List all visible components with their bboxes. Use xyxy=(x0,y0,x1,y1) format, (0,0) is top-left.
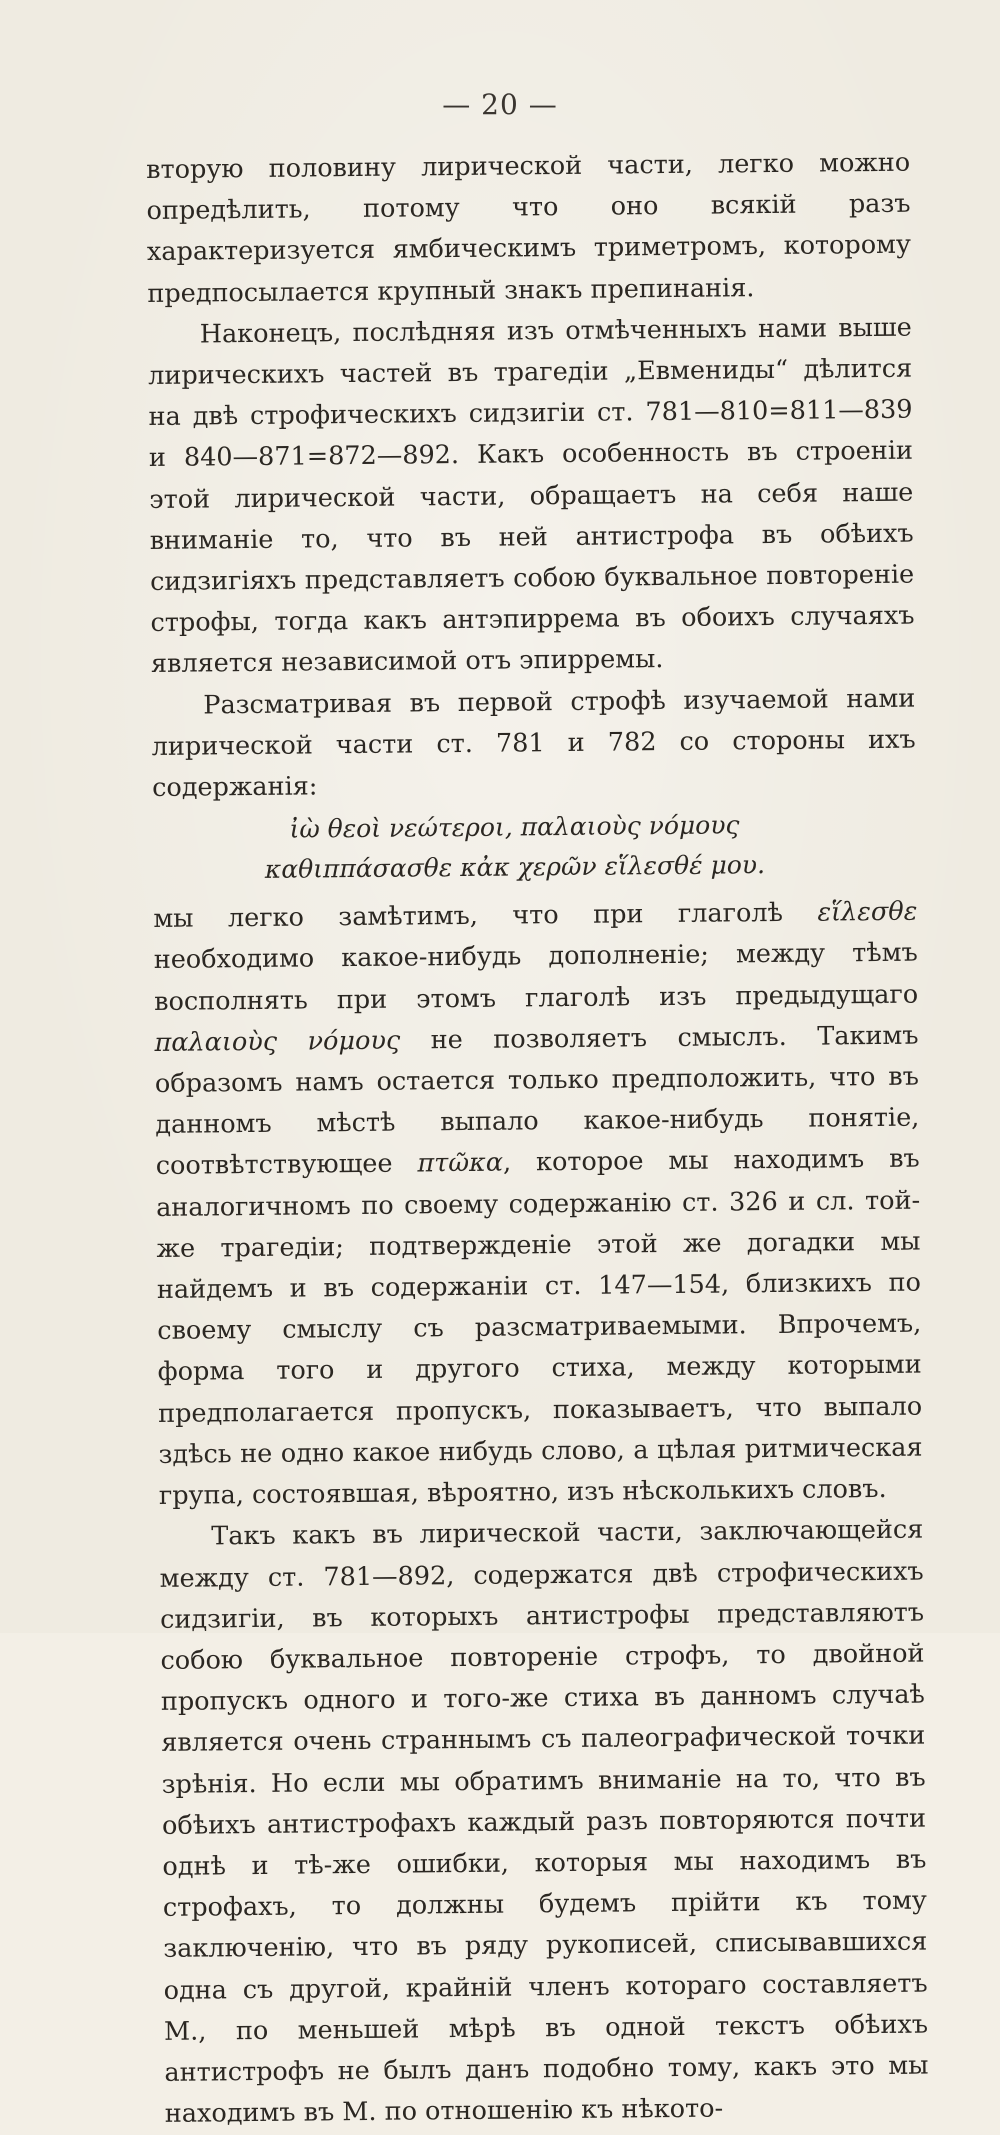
text-segment: Такъ какъ въ лирической части, заключающейся между ст. 781—892, содержатся двѣ строфическихъ сидзигіи, въ которыхъ антистрофы представляютъ собою буквальное повтореніе строфъ, то двойной пропускъ одного и того-же стиха въ данномъ случаѣ является очень страннымъ съ палеографической точки зрѣнія. Но если мы обратимъ вниманіе на то, что въ обѣихъ антистрофахъ каждый разъ повторяются почти однѣ и тѣ-же ошибки, которыя мы находимъ въ строфахъ, то должны будемъ прійти къ тому заключенію, что въ ряду рукописей, списывавшихся одна съ другой, крайній членъ котораго составляетъ М., по меньшей мѣрѣ въ одной текстъ обѣихъ антистрофъ не былъ данъ подобно тому, какъ это мы находимъ въ М. по отношенію къ нѣкото- xyxy=(159,1514,929,2130)
paragraphs-before-verse xyxy=(146,143,916,810)
greek-word: εἵλεσθε xyxy=(817,896,918,928)
greek-verse-quote xyxy=(152,804,917,891)
greek-word: πτῶκα xyxy=(417,1148,504,1179)
paragraph-p2 xyxy=(148,307,916,685)
body-text xyxy=(146,143,929,2135)
paragraphs-after-verse xyxy=(153,892,929,2135)
greek-word: παλαιοὺς νόμους xyxy=(154,1025,401,1058)
verse-line-2: καθιππάσασθε κἀκ χερῶν εἵλεσθέ μου. xyxy=(264,850,766,885)
text-segment: вторую половину лирической части, легко можно опредѣлить, потому что оно всякій разъ характеризуется ямбическимъ триметромъ, которому предпосылается крупный знакъ препинанія. xyxy=(146,147,912,309)
text-segment: Разсматривая въ первой строфѣ изучаемой нами лирической части ст. 781 и 782 со стороны ихъ содержанія: xyxy=(151,683,916,804)
text-segment: не позволяетъ смыслъ. Такимъ образомъ намъ остается только предположить, что въ данномъ мѣстѣ выпало какое-нибудь понятіе, соотвѣтствующее xyxy=(154,1020,920,1182)
paragraph-p1 xyxy=(146,143,912,315)
text-segment: , которое мы находимъ въ аналогичномъ по своему содержанію ст. 326 и сл. той-же трагедіи; подтвержденіе этой же догадки мы найдемъ и въ содержаніи ст. 147—154, близкихъ по своему смыслу съ разсматриваемыми. Впрочемъ, форма того и другого стиха, между которыми предполагается пропускъ, показываетъ, что выпало здѣсь не одно какое нибудь слово, а цѣлая ритмическая група, состоявшая, вѣроятно, изъ нѣсколькихъ словъ. xyxy=(156,1144,923,1512)
text-segment: необходимо какое-нибудь дополненіе; между тѣмъ восполнять при этомъ глаголѣ изъ предыдущаго xyxy=(153,938,919,1017)
paragraph-p4 xyxy=(153,892,923,1517)
paragraph-p3 xyxy=(151,678,916,809)
verse-line-1: ἰὼ θεοὶ νεώτεροι, παλαιοὺς νόμους xyxy=(289,810,740,844)
text-segment: мы легко замѣтимъ, что при глаголѣ xyxy=(153,897,818,935)
text-segment: Наконецъ, послѣдняя изъ отмѣченныхъ нами выше лирическихъ частей въ трагедіи „Евмениды“ дѣлится на двѣ строфическихъ сидзигіи ст. 781—810=811—839 и 840—871=872—892. Какъ особенность въ строеніи этой лирической части, обращаетъ на себя наше вниманіе то, что въ ней антистрофа въ обѣихъ сидзигіяхъ представляетъ собою буквальное повтореніе строфы, тогда какъ антэпиррема въ обоихъ случаяхъ является независимой отъ эпирремы. xyxy=(148,312,915,680)
page-number: — 20 — xyxy=(442,88,558,121)
paragraph-p5 xyxy=(159,1510,929,2135)
